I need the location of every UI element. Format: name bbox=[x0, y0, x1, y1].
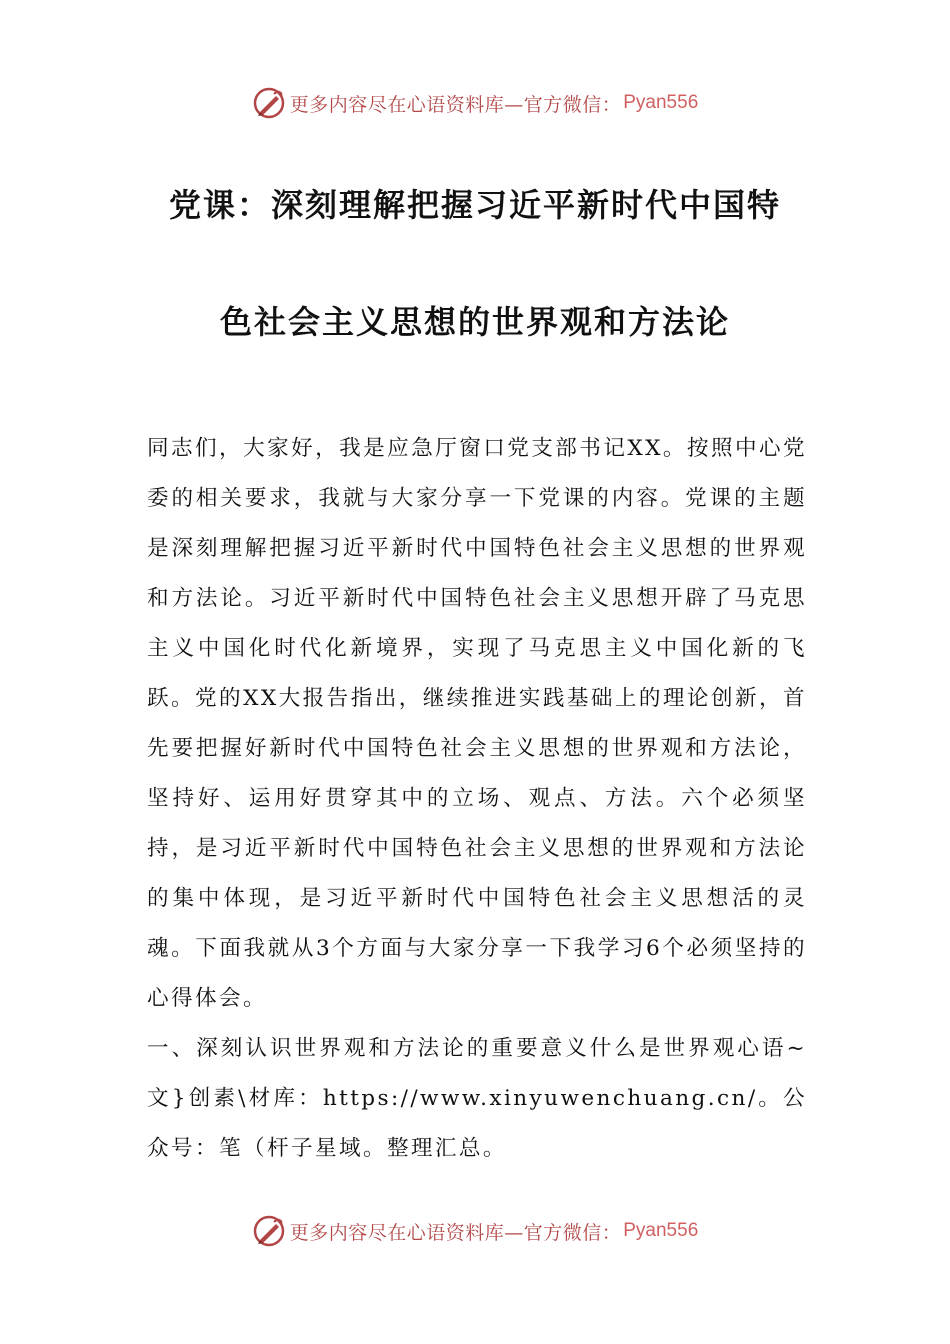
section-paragraph-block bbox=[147, 1024, 807, 1174]
intro-paragraph-block bbox=[147, 424, 807, 1024]
pen-logo-icon bbox=[252, 86, 286, 120]
watermark-banner-top bbox=[0, 83, 950, 123]
watermark-text: 更多内容尽在心语资料库—官方微信： bbox=[289, 93, 622, 116]
watermark-handle: Pyan556 bbox=[623, 1220, 699, 1241]
section-paragraph: 一、深刻认识世界观和方法论的重要意义什么是世界观心语~文}创素\材库：https://www.xinyuwenchuang.cn/。公众号：笔（杆子星域。整理汇总。 bbox=[147, 1036, 807, 1161]
document-title-line-1: 党课：深刻理解把握习近平新时代中国特 bbox=[168, 186, 781, 224]
watermark-handle: Pyan556 bbox=[623, 92, 699, 113]
document-title-line-2: 色社会主义思想的世界观和方法论 bbox=[219, 303, 730, 341]
watermark-text: 更多内容尽在心语资料库—官方微信： bbox=[289, 1221, 622, 1244]
pen-logo-icon bbox=[252, 1214, 286, 1248]
watermark-banner-bottom bbox=[0, 1211, 950, 1251]
intro-paragraph: 同志们，大家好，我是应急厅窗口党支部书记XX。按照中心党委的相关要求，我就与大家分享一下党课的内容。党课的主题是深刻理解把握习近平新时代中国特色社会主义思想的世界观和方法论。习近平新时代中国特色社会主义思想开辟了马克思主义中国化时代化新境界，实现了马克思主义中国化新的飞跃。党的XX大报告指出，继续推进实践基础上的理论创新，首先要把握好新时代中国特色社会主义思想的世界观和方法论，坚持好、运用好贯穿其中的立场、观点、方法。六个必须坚持，是习近平新时代中国特色社会主义思想的世界观和方法论的集中体现，是习近平新时代中国特色社会主义思想活的灵魂。下面我就从3个方面与大家分享一下我学习6个必须坚持的心得体会。 bbox=[147, 436, 807, 1011]
